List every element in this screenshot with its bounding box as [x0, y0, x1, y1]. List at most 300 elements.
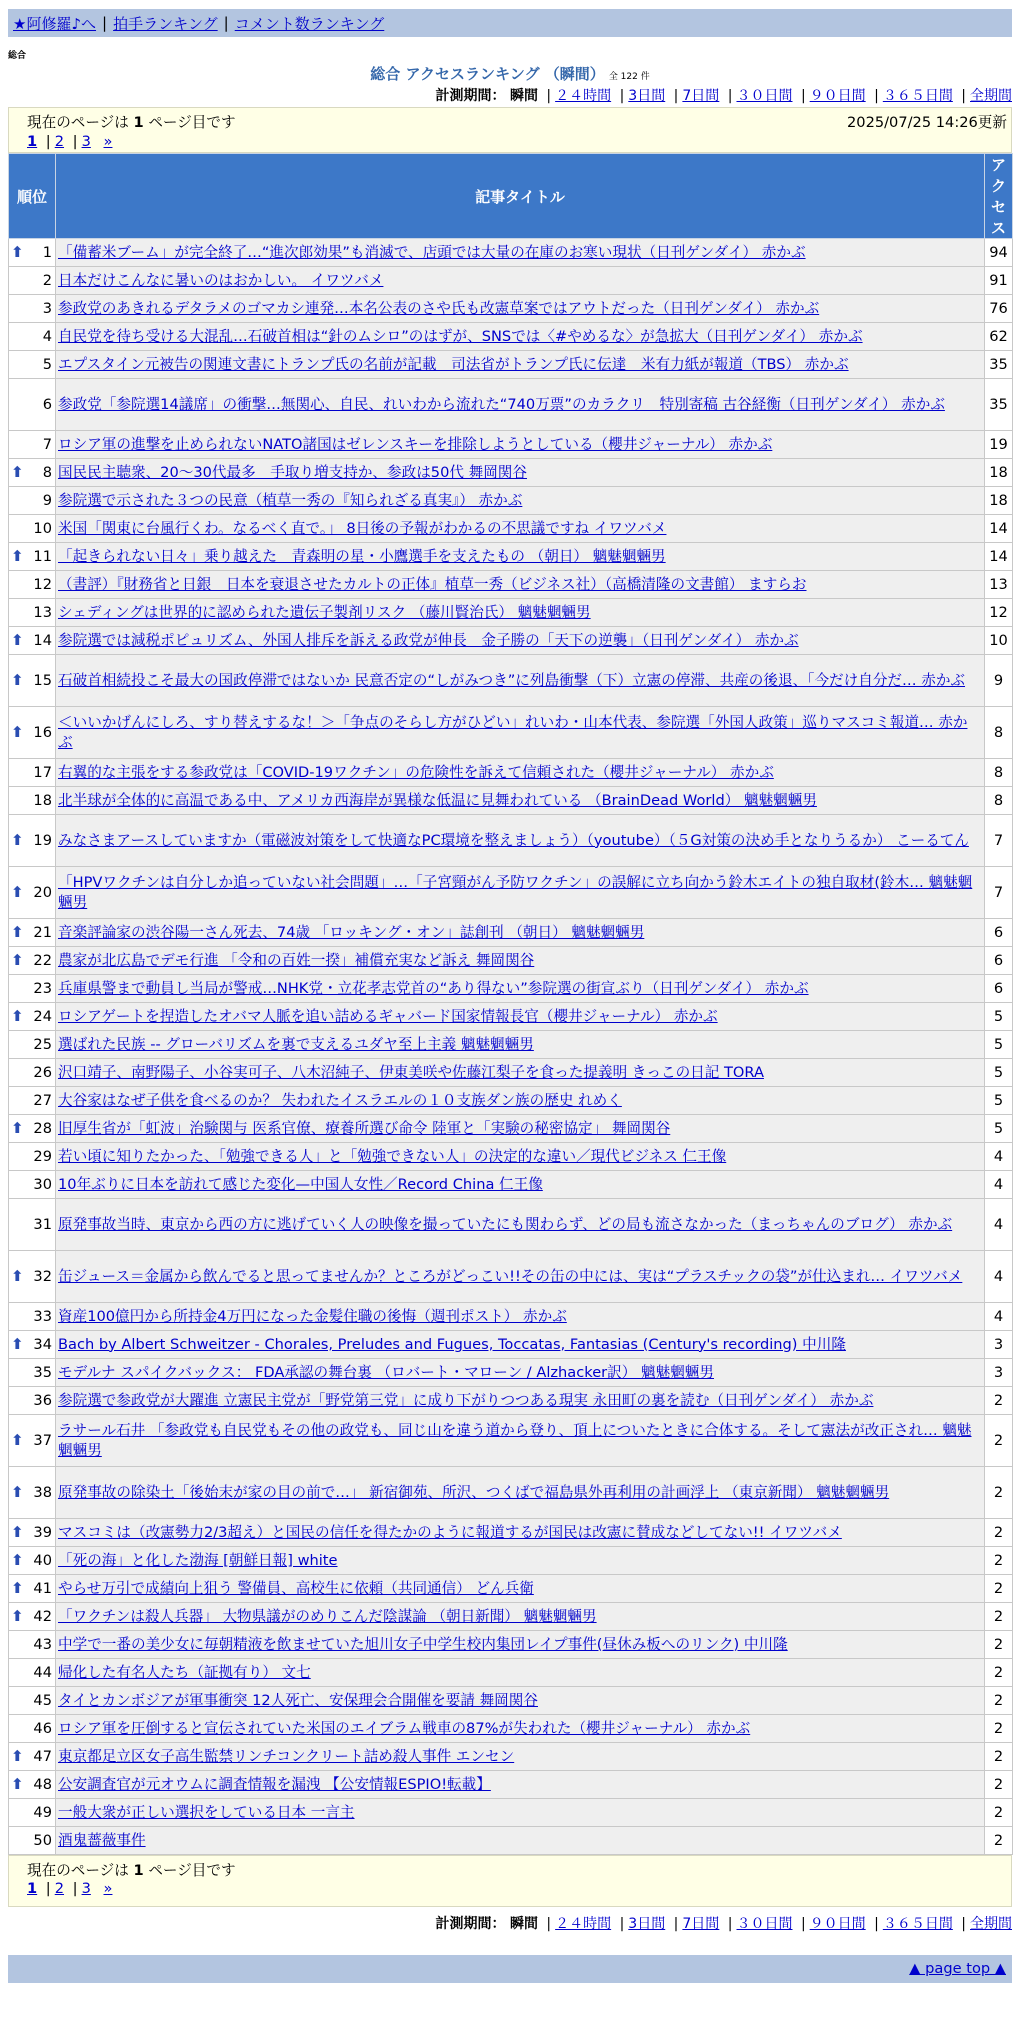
table-row [9, 975, 1013, 1003]
article-link[interactable]: 中学で一番の美少女に毎朝精液を飲ませていた旭川女子中学生校内集団レイプ事件(昼休み板へのリンク) 中川隆 [58, 1635, 788, 1653]
title-cell [56, 1743, 985, 1771]
article-link[interactable]: モデルナ スパイクバックス： FDA承認の舞台裏 （ロバート・マローン / Alzhacker訳） 魑魅魍魎男 [58, 1363, 714, 1381]
table-row [9, 1171, 1013, 1199]
access-count: 7 [985, 815, 1013, 867]
table-row [9, 1031, 1013, 1059]
article-link[interactable]: 石破首相続投こそ最大の国政停滞ではないか 民意否定の“しがみつき”に列島衝撃（下）立憲の停滞、共産の後退、「今だけ自分だ… 赤かぶ [58, 671, 966, 689]
table-row [9, 1659, 1013, 1687]
rank-up-arrow-icon: ⬆ [11, 630, 24, 649]
rank-cell [9, 1799, 56, 1827]
rank-up-arrow-icon: ⬆ [11, 922, 24, 941]
rank-cell [9, 1003, 56, 1031]
access-count: 2 [985, 1715, 1013, 1743]
period-selector: 計測期間： 瞬間 | ２４時間 | 3日間 | 7日間 | ３０日間 | ９０日間 | ３６５日間 | 全期間 [435, 88, 1012, 104]
page-link-2[interactable]: 2 [54, 1880, 65, 1897]
rank-up-arrow-icon: ⬆ [11, 830, 24, 849]
rank-cell [9, 267, 56, 295]
rank-up-arrow-icon: ⬆ [11, 242, 24, 261]
rank-number: 19 [33, 831, 52, 849]
table-row [9, 599, 1013, 627]
access-count: 7 [985, 867, 1013, 919]
article-link[interactable]: 日本だけこんなに暑いのはおかしい。 イワツバメ [58, 271, 384, 289]
article-link[interactable]: 旧厚生省が「虹波」治験関与 医系官僚、療養所選び命令 陸軍と「実験の秘密協定」 舞岡関谷 [58, 1119, 671, 1137]
article-link[interactable]: 音楽評論家の渋谷陽一さん死去、74歳 「ロッキング・オン」誌創刊 （朝日） 魑魅魍魎男 [58, 923, 645, 941]
article-link[interactable]: やらせ万引で成績向上狙う 警備員、高校生に依頼（共同通信） どん兵衛 [58, 1579, 534, 1597]
rank-number: 2 [42, 271, 52, 289]
access-count: 8 [985, 707, 1013, 759]
table-row [9, 919, 1013, 947]
page-number: 1 [133, 114, 144, 131]
title-cell [56, 1331, 985, 1359]
access-count: 2 [985, 1771, 1013, 1799]
page-number: 1 [133, 1862, 144, 1879]
period-365d[interactable]: ３６５日間 [882, 1916, 953, 1932]
rank-up-arrow-icon: ⬆ [11, 1774, 24, 1793]
rank-number: 20 [33, 883, 52, 901]
rank-cell [9, 627, 56, 655]
rank-number: 47 [33, 1747, 52, 1765]
rank-number: 35 [33, 1363, 52, 1381]
rank-number: 48 [33, 1775, 52, 1793]
title-cell [56, 1467, 985, 1519]
article-link[interactable]: 参院選で参政党が大躍進 立憲民主党が「野党第三党」に成り下がりつつある現実 永田町の裏を読む（日刊ゲンダイ） 赤かぶ [58, 1391, 874, 1409]
period-24h[interactable]: ２４時間 [555, 88, 612, 104]
article-link[interactable]: 右翼的な主張をする参政党は「COVID-19ワクチン」の危険性を訴えて信頼された（櫻井ジャーナル） 赤かぶ [58, 763, 774, 781]
access-count: 8 [985, 787, 1013, 815]
rank-cell [9, 1303, 56, 1331]
rank-number: 34 [33, 1335, 52, 1353]
rank-cell [9, 1359, 56, 1387]
title-cell [56, 351, 985, 379]
rank-number: 31 [33, 1215, 52, 1233]
rank-cell [9, 1575, 56, 1603]
header-access: アクセス [985, 154, 1013, 239]
title-cell [56, 459, 985, 487]
article-link[interactable]: シェディングは世界的に認められた遺伝子製剤リスク （藤川賢治氏） 魑魅魍魎男 [58, 603, 591, 621]
article-link[interactable]: ロシアゲートを捏造したオバマ人脈を追い詰めるギャバード国家情報長官（櫻井ジャーナル） 赤かぶ [58, 1007, 718, 1025]
rank-cell [9, 379, 56, 431]
rank-number: 16 [33, 723, 52, 741]
rank-cell [9, 1743, 56, 1771]
table-row [9, 627, 1013, 655]
period-7d[interactable]: 7日間 [682, 88, 720, 104]
table-row [9, 1467, 1013, 1519]
category-label: 総合 [8, 51, 27, 61]
access-count: 35 [985, 379, 1013, 431]
access-count: 3 [985, 1331, 1013, 1359]
access-count: 2 [985, 1687, 1013, 1715]
article-link[interactable]: 北半球が全体的に高温である中、アメリカ西海岸が異様な低温に見舞われている （BrainDead World） 魑魅魍魎男 [58, 791, 817, 809]
article-link[interactable]: 「備蓄米ブーム」が完全終了…“進次郎効果”も消滅で、店頭では大量の在庫のお寒い現状（日刊ゲンダイ） 赤かぶ [58, 243, 806, 261]
table-row [9, 1415, 1013, 1467]
period-label: 計測期間： [435, 1916, 506, 1932]
article-link[interactable]: 東京都足立区女子高生監禁リンチコンクリート詰め殺人事件 エンセン [58, 1747, 515, 1765]
title-cell [56, 1003, 985, 1031]
period-selector-bottom: 計測期間： 瞬間 | ２４時間 | 3日間 | 7日間 | ３０日間 | ９０日間 | ３６５日間 | 全期間 [435, 1916, 1012, 1932]
rank-number: 12 [33, 575, 52, 593]
rank-cell [9, 1031, 56, 1059]
rank-number: 43 [33, 1635, 52, 1653]
table-row [9, 1715, 1013, 1743]
access-count: 14 [985, 515, 1013, 543]
article-link[interactable]: 農家が北広島でデモ行進 「令和の百姓一揆」補償充実など訴え 舞岡関谷 [58, 951, 535, 969]
table-row [9, 787, 1013, 815]
title-cell [56, 919, 985, 947]
article-link[interactable]: 一般大衆が正しい選択をしている日本 一言主 [58, 1803, 355, 1821]
rank-cell [9, 1115, 56, 1143]
updated-timestamp: 2025/07/25 14:26更新 [847, 114, 1007, 131]
rank-number: 33 [33, 1307, 52, 1325]
article-link[interactable]: 原発事故の除染土「後始末が家の目の前で…」 新宿御苑、所沢、つくばで福島県外再利用の計画浮上 （東京新聞） 魑魅魍魎男 [58, 1483, 890, 1501]
article-link[interactable]: 参院選では減税ポピュリズム、外国人排斥を訴える政党が伸長 金子勝の「天下の逆襲」（日刊ゲンダイ） 赤かぶ [58, 631, 799, 649]
article-link[interactable]: 国民民主聴衆、20～30代最多 手取り増支持か、参政は50代 舞岡関谷 [58, 463, 527, 481]
title-cell [56, 1031, 985, 1059]
title-cell [56, 295, 985, 323]
title-cell [56, 1115, 985, 1143]
page-link-current[interactable]: 1 [27, 1880, 38, 1897]
title-cell [56, 1547, 985, 1575]
rank-cell [9, 351, 56, 379]
table-row [9, 1143, 1013, 1171]
title-cell [56, 571, 985, 599]
article-link[interactable]: 兵庫県警まで動員し当局が警戒…NHK党・立花孝志党首の“あり得ない”参院選の街宣ぶり（日刊ゲンダイ） 赤かぶ [58, 979, 809, 997]
title-cell [56, 1519, 985, 1547]
access-count: 2 [985, 1659, 1013, 1687]
page-title-row [8, 63, 1012, 85]
access-count: 4 [985, 1251, 1013, 1303]
article-link[interactable]: 大谷家はなぜ子供を食べるのか？ 失われたイスラエルの１０支族ダン族の歴史 れめく [58, 1091, 622, 1109]
rank-cell [9, 1059, 56, 1087]
rank-cell [9, 431, 56, 459]
rank-up-arrow-icon: ⬆ [11, 670, 24, 689]
rank-cell [9, 459, 56, 487]
table-row [9, 1003, 1013, 1031]
access-count: 6 [985, 947, 1013, 975]
rank-number: 22 [33, 951, 52, 969]
table-row [9, 239, 1013, 267]
rank-number: 23 [33, 979, 52, 997]
rank-cell [9, 1171, 56, 1199]
table-row [9, 1251, 1013, 1303]
table-row [9, 1059, 1013, 1087]
rank-up-arrow-icon: ⬆ [11, 1578, 24, 1597]
rank-cell [9, 1715, 56, 1743]
page-top-link[interactable]: ▲ page top ▲ [909, 1960, 1006, 1977]
table-row [9, 1087, 1013, 1115]
period-90d[interactable]: ９０日間 [809, 88, 866, 104]
title-cell [56, 1087, 985, 1115]
page-link-next[interactable]: » [103, 133, 113, 150]
access-count: 10 [985, 627, 1013, 655]
nav-link-comment-ranking[interactable]: コメント数ランキング [234, 14, 385, 33]
access-count: 8 [985, 759, 1013, 787]
period-24h[interactable]: ２４時間 [555, 1916, 612, 1932]
access-count: 4 [985, 1303, 1013, 1331]
rank-cell [9, 919, 56, 947]
table-row [9, 1359, 1013, 1387]
rank-up-arrow-icon: ⬆ [11, 722, 24, 741]
access-count: 14 [985, 543, 1013, 571]
title-cell [56, 267, 985, 295]
rank-number: 5 [42, 355, 52, 373]
rank-number: 38 [33, 1483, 52, 1501]
rank-number: 46 [33, 1719, 52, 1737]
rank-cell [9, 867, 56, 919]
ranking-rows [9, 239, 1013, 1855]
period-3d[interactable]: 3日間 [628, 1916, 666, 1932]
rank-cell [9, 1467, 56, 1519]
rank-cell [9, 1659, 56, 1687]
title-cell [56, 1799, 985, 1827]
page-info-text: 現在のページは 1 ページ目です [27, 114, 236, 131]
title-cell [56, 1415, 985, 1467]
period-all[interactable]: 全期間 [970, 88, 1012, 104]
title-cell [56, 1251, 985, 1303]
rank-up-arrow-icon: ⬆ [11, 1606, 24, 1625]
title-cell [56, 815, 985, 867]
rank-cell [9, 1199, 56, 1251]
title-cell [56, 1171, 985, 1199]
rank-up-arrow-icon: ⬆ [11, 462, 24, 481]
title-cell [56, 787, 985, 815]
rank-number: 10 [33, 519, 52, 537]
access-count: 2 [985, 1575, 1013, 1603]
title-cell [56, 1603, 985, 1631]
article-link[interactable]: 資産100億円から所持金4万円になった金髪住職の後悔（週刊ポスト） 赤かぶ [58, 1307, 567, 1325]
article-link[interactable]: 選ばれた民族 -- グローバリズムを裏で支えるユダヤ至上主義 魑魅魍魎男 [58, 1035, 534, 1053]
article-link[interactable]: （書評）『財務省と日銀 日本を衰退させたカルトの正体』植草一秀（ビジネス社）（高橋清隆の文書館） ますらお [58, 575, 807, 593]
title-cell [56, 515, 985, 543]
title-cell [56, 239, 985, 267]
header-rank: 順位 [9, 154, 56, 239]
bottom-bar [8, 1955, 1012, 1983]
rank-number: 27 [33, 1091, 52, 1109]
access-count: 2 [985, 1519, 1013, 1547]
rank-number: 29 [33, 1147, 52, 1165]
table-row [9, 655, 1013, 707]
article-link[interactable]: 「死の海」と化した渤海 [朝鮮日報] white [58, 1551, 338, 1569]
rank-cell [9, 947, 56, 975]
table-row [9, 1575, 1013, 1603]
title-cell [56, 1827, 985, 1855]
rank-number: 39 [33, 1523, 52, 1541]
access-count: 91 [985, 267, 1013, 295]
period-7d[interactable]: 7日間 [682, 1916, 720, 1932]
nav-link-asyura[interactable]: ★阿修羅♪へ [13, 14, 97, 33]
table-row [9, 571, 1013, 599]
rank-number: 18 [33, 791, 52, 809]
article-link[interactable]: 缶ジュース＝金属から飲んでると思ってませんか？ところがどっこい!!その缶の中には、実は“プラスチックの袋”が仕込まれ… イワツバメ [58, 1267, 963, 1285]
access-count: 2 [985, 1467, 1013, 1519]
table-row [9, 759, 1013, 787]
rank-up-arrow-icon: ⬆ [11, 1482, 24, 1501]
access-count: 2 [985, 1603, 1013, 1631]
rank-number: 32 [33, 1267, 52, 1285]
article-link[interactable]: ロシア軍を圧倒すると宣伝されていた米国のエイブラム戦車の87%が失われた（櫻井ジャーナル） 赤かぶ [58, 1719, 751, 1737]
rank-cell [9, 787, 56, 815]
nav-separator: | [223, 14, 229, 32]
page-link-3[interactable]: 3 [81, 133, 91, 150]
nav-separator: | [102, 14, 108, 32]
pagination: 1 | 2 | 3 » [27, 133, 113, 150]
article-link[interactable]: 「HPVワクチンは自分しか追っていない社会問題」…「子宮頸がん予防ワクチン」の誤解に立ち向かう鈴木エイトの独自取材(鈴木… 魑魅魍魎男 [58, 874, 973, 911]
article-link[interactable]: 10年ぶりに日本を訪れて感じた変化—中国人女性／Record China 仁王像 [58, 1175, 543, 1193]
rank-number: 13 [33, 603, 52, 621]
page-link-current[interactable]: 1 [27, 133, 38, 150]
article-link[interactable]: 酒鬼薔薇事件 [58, 1831, 146, 1849]
access-count: 6 [985, 919, 1013, 947]
rank-cell [9, 487, 56, 515]
article-link[interactable]: 自民党を待ち受ける大混乱…石破首相は“針のムシロ”のはずが、SNSでは〈#やめるな〉が急拡大（日刊ゲンダイ） 赤かぶ [58, 327, 863, 345]
title-cell [56, 975, 985, 1003]
rank-number: 45 [33, 1691, 52, 1709]
article-link[interactable]: Bach by Albert Schweitzer - Chorales, Preludes and Fugues, Toccatas, Fantasias (Century's recording) 中川隆 [58, 1335, 846, 1353]
rank-number: 3 [42, 299, 52, 317]
article-link[interactable]: 沢口靖子、南野陽子、小谷実可子、八木沼純子、伊東美咲や佐藤江梨子を食った提義明 きっこの日記 TORA [58, 1063, 764, 1081]
access-count: 2 [985, 1743, 1013, 1771]
article-link[interactable]: ＜いいかげんにしろ、すり替えするな！＞「争点のそらし方がひどい」れいわ・山本代表、参院選「外国人政策」巡りマスコミ報道… 赤かぶ [58, 714, 968, 751]
rank-number: 8 [42, 463, 52, 481]
article-link[interactable]: 若い頃に知りたかった、「勉強できる人」と「勉強できない人」の決定的な違い／現代ビジネス 仁王像 [58, 1147, 727, 1165]
rank-cell [9, 571, 56, 599]
table-row [9, 543, 1013, 571]
title-cell [56, 1771, 985, 1799]
title-cell [56, 487, 985, 515]
title-cell [56, 1359, 985, 1387]
article-link[interactable]: 原発事故当時、東京から西の方に逃げていく人の映像を撮っていたにも関わらず、どの局も流さなかった（まっちゃんのブログ） 赤かぶ [58, 1215, 953, 1233]
article-link[interactable]: ラサール石井 「参政党も自民党もその他の政党も、同じ山を違う道から登り、頂上についたときに合体する。そして憲法が改正され… 魑魅魍魎男 [58, 1422, 972, 1459]
title-cell [56, 1631, 985, 1659]
rank-number: 14 [33, 631, 52, 649]
rank-up-arrow-icon: ⬆ [11, 1550, 24, 1569]
rank-up-arrow-icon: ⬆ [11, 1746, 24, 1765]
article-link[interactable]: 「ワクチンは殺人兵器」 大物県議がのめりこんだ陰謀論 （朝日新聞） 魑魅魍魎男 [58, 1607, 597, 1625]
article-link[interactable]: 帰化した有名人たち（証拠有り） 文七 [58, 1663, 311, 1681]
rank-up-arrow-icon: ⬆ [11, 546, 24, 565]
title-cell [56, 759, 985, 787]
table-row [9, 867, 1013, 919]
access-count: 5 [985, 1031, 1013, 1059]
rank-cell [9, 1631, 56, 1659]
rank-number: 9 [42, 491, 52, 509]
rank-cell [9, 815, 56, 867]
rank-cell [9, 1087, 56, 1115]
title-cell [56, 867, 985, 919]
table-row [9, 515, 1013, 543]
rank-number: 37 [33, 1431, 52, 1449]
article-link[interactable]: 参政党「参院選14議席」の衝撃…無関心、自民、れいわから流れた“740万票”のカラクリ 特別寄稿 古谷経衡（日刊ゲンダイ） 赤かぶ [58, 395, 945, 413]
period-current: 瞬間 [509, 88, 538, 104]
article-link[interactable]: マスコミは（改憲勢力2/3超え）と国民の信任を得たかのように報道するが国民は改憲に賛成などしてない!! イワツバメ [58, 1523, 842, 1541]
table-row [9, 267, 1013, 295]
table-row [9, 1687, 1013, 1715]
table-row [9, 1743, 1013, 1771]
access-count: 5 [985, 1115, 1013, 1143]
table-row [9, 1631, 1013, 1659]
article-link[interactable]: みなさまアースしていますか（電磁波対策をして快適なPC環境を整えましょう）（youtube）（５G対策の決め手となりうるか） こーるてん [58, 831, 969, 849]
access-count: 76 [985, 295, 1013, 323]
title-cell [56, 431, 985, 459]
rank-number: 15 [33, 671, 52, 689]
article-link[interactable]: 米国「関東に台風行くわ。なるべく直で。」 8日後の予報がわかるの不思議ですね イワツバメ [58, 519, 667, 537]
page-link-next[interactable]: » [103, 1880, 113, 1897]
title-cell [56, 1143, 985, 1171]
access-count: 4 [985, 1171, 1013, 1199]
access-count: 9 [985, 655, 1013, 707]
title-cell [56, 1387, 985, 1415]
table-row [9, 323, 1013, 351]
title-cell [56, 947, 985, 975]
page-link-3[interactable]: 3 [81, 1880, 91, 1897]
period-90d[interactable]: ９０日間 [809, 1916, 866, 1932]
article-link[interactable]: 参院選で示された３つの民意（植草一秀の『知られざる真実』） 赤かぶ [58, 491, 523, 509]
rank-cell [9, 1547, 56, 1575]
rank-up-arrow-icon: ⬆ [11, 1118, 24, 1137]
rank-cell [9, 295, 56, 323]
article-link[interactable]: ロシア軍の進撃を止められないNATO諸国はゼレンスキーを排除しようとしている（櫻井ジャーナル） 赤かぶ [58, 435, 773, 453]
rank-number: 28 [33, 1119, 52, 1137]
period-all[interactable]: 全期間 [970, 1916, 1012, 1932]
table-row [9, 707, 1013, 759]
article-link[interactable]: タイとカンボジアが軍事衝突 12人死亡、安保理会合開催を要請 舞岡関谷 [58, 1691, 538, 1709]
period-30d[interactable]: ３０日間 [736, 1916, 793, 1932]
title-cell [56, 1687, 985, 1715]
article-link[interactable]: 「起きられない日々」乗り越えた 青森明の星・小鷹選手を支えたもの （朝日） 魑魅魍魎男 [58, 547, 666, 565]
access-count: 35 [985, 351, 1013, 379]
table-row [9, 351, 1013, 379]
page-link-2[interactable]: 2 [54, 133, 65, 150]
table-row [9, 1771, 1013, 1799]
header-title: 記事タイトル [56, 154, 985, 239]
article-link[interactable]: 参政党のあきれるデタラメのゴマカシ連発…本名公表のさや氏も改憲草案ではアウトだった（日刊ゲンダイ） 赤かぶ [58, 299, 820, 317]
article-link[interactable]: エプスタイン元被告の関連文書にトランプ氏の名前が記載 司法省がトランプ氏に伝達 米有力紙が報道（TBS） 赤かぶ [58, 355, 849, 373]
rank-number: 44 [33, 1663, 52, 1681]
rank-number: 24 [33, 1007, 52, 1025]
title-cell [56, 627, 985, 655]
period-365d[interactable]: ３６５日間 [882, 88, 953, 104]
table-row [9, 459, 1013, 487]
access-count: 18 [985, 487, 1013, 515]
rank-cell [9, 599, 56, 627]
access-count: 4 [985, 1199, 1013, 1251]
rank-cell [9, 1143, 56, 1171]
nav-link-applause-ranking[interactable]: 拍手ランキング [113, 14, 218, 33]
table-row [9, 1827, 1013, 1855]
period-current: 瞬間 [509, 1916, 538, 1932]
rank-cell [9, 975, 56, 1003]
table-row [9, 947, 1013, 975]
rank-cell [9, 1415, 56, 1467]
access-count: 2 [985, 1415, 1013, 1467]
access-count: 5 [985, 1059, 1013, 1087]
period-3d[interactable]: 3日間 [628, 88, 666, 104]
rank-number: 7 [42, 435, 52, 453]
rank-number: 17 [33, 763, 52, 781]
table-row [9, 1331, 1013, 1359]
access-count: 18 [985, 459, 1013, 487]
access-count: 5 [985, 1087, 1013, 1115]
period-30d[interactable]: ３０日間 [736, 88, 793, 104]
rank-cell [9, 1387, 56, 1415]
access-count: 6 [985, 975, 1013, 1003]
period-label: 計測期間： [435, 88, 506, 104]
access-count: 2 [985, 1387, 1013, 1415]
table-row [9, 1303, 1013, 1331]
table-row [9, 487, 1013, 515]
article-link[interactable]: 公安調査官が元オウムに調査情報を漏洩 【公安情報ESPIO!転載】 [58, 1775, 491, 1793]
rank-number: 4 [42, 327, 52, 345]
access-count: 2 [985, 1827, 1013, 1855]
